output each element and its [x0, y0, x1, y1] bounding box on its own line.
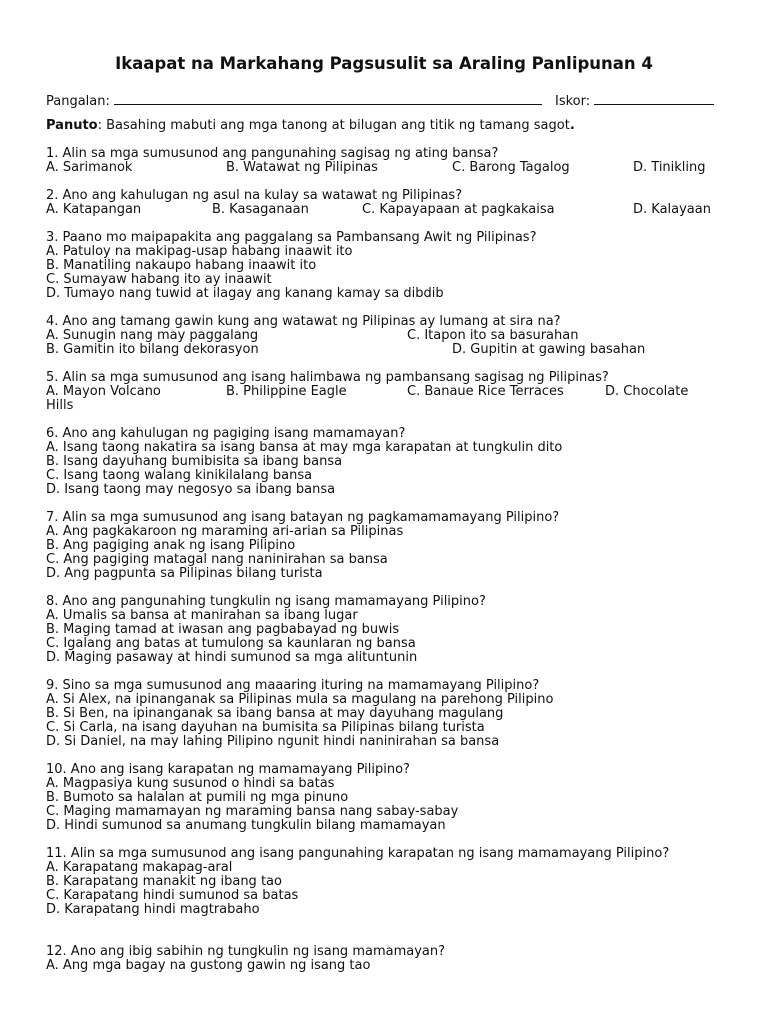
q9-choice-d[interactable]: D. Si Daniel, na may lahing Pilipino ngunit hindi naninirahan sa bansa — [46, 734, 500, 749]
name-field[interactable] — [114, 92, 542, 105]
name-label: Pangalan: — [46, 94, 110, 109]
q3-choice-b[interactable]: B. Manatiling nakaupo habang inaawit ito — [46, 258, 317, 273]
instructions — [46, 119, 575, 133]
q11-choice-a[interactable]: A. Karapatang makapag-aral — [46, 860, 233, 875]
q8-choice-a[interactable]: A. Umalis sa bansa at manirahan sa ibang lugar — [46, 608, 358, 623]
q9-choice-c[interactable]: C. Si Carla, na isang dayuhan na bumisita sa Pilipinas bilang turista — [46, 720, 485, 735]
question-3: 3. Paano mo maipapakita ang paggalang sa Pambansang Awit ng Pilipinas? — [46, 230, 537, 245]
q2-choice-a[interactable]: A. Katapangan — [46, 202, 142, 217]
q6-choice-a[interactable]: A. Isang taong nakatira sa isang bansa at may mga karapatan at tungkulin dito — [46, 440, 563, 455]
q1-choice-b[interactable]: B. Watawat ng Pilipinas — [226, 160, 378, 175]
q8-choice-b[interactable]: B. Maging tamad at iwasan ang pagbabayad ng buwis — [46, 622, 400, 637]
question-11: 11. Alin sa mga sumusunod ang isang pangunahing karapatan ng isang mamamayang Pilipino? — [46, 846, 670, 861]
instructions-label: Panuto — [46, 118, 98, 133]
question-9: 9. Sino sa mga sumusunod ang maaaring ituring na mamamayang Pilipino? — [46, 678, 540, 693]
q11-choice-d[interactable]: D. Karapatang hindi magtrabaho — [46, 902, 260, 917]
q4-choice-c[interactable]: C. Itapon ito sa basurahan — [407, 328, 579, 343]
question-6: 6. Ano ang kahulugan ng pagiging isang mamamayan? — [46, 426, 406, 441]
q6-choice-b[interactable]: B. Isang dayuhang bumibisita sa ibang bansa — [46, 454, 343, 469]
q10-choice-c[interactable]: C. Maging mamamayan ng maraming bansa nang sabay-sabay — [46, 804, 459, 819]
q8-choice-c[interactable]: C. Igalang ang batas at tumulong sa kaunlaran ng bansa — [46, 636, 416, 651]
question-5: 5. Alin sa mga sumusunod ang isang halimbawa ng pambansang sagisag ng Pilipinas? — [46, 370, 609, 385]
q10-choice-a[interactable]: A. Magpasiya kung susunod o hindi sa batas — [46, 776, 335, 791]
question-7: 7. Alin sa mga sumusunod ang isang batayan ng pagkamamamayang Pilipino? — [46, 510, 560, 525]
q7-choice-a[interactable]: A. Ang pagkakaroon ng maraming ari-arian sa Pilipinas — [46, 524, 404, 539]
q2-choice-d[interactable]: D. Kalayaan — [633, 202, 711, 217]
score-field[interactable] — [594, 92, 714, 105]
q5-choice-b[interactable]: B. Philippine Eagle — [226, 384, 347, 399]
q4-choice-b[interactable]: B. Gamitin ito bilang dekorasyon — [46, 342, 259, 357]
q2-choice-c[interactable]: C. Kapayapaan at pagkakaisa — [362, 202, 555, 217]
q5-choice-c[interactable]: C. Banaue Rice Terraces — [407, 384, 564, 399]
name-row — [46, 92, 542, 109]
q4-choice-d[interactable]: D. Gupitin at gawing basahan — [452, 342, 646, 357]
question-1: 1. Alin sa mga sumusunod ang pangunahing sagisag ng ating bansa? — [46, 146, 499, 161]
instructions-text: : Basahing mabuti ang mga tanong at bilugan ang titik ng tamang sagot — [97, 118, 570, 133]
q7-choice-b[interactable]: B. Ang pagiging anak ng isang Pilipino — [46, 538, 296, 553]
q5-choice-a[interactable]: A. Mayon Volcano — [46, 384, 161, 399]
q1-choice-a[interactable]: A. Sarimanok — [46, 160, 133, 175]
q5-choice-d[interactable]: D. Chocolate — [605, 384, 689, 399]
page-title: Ikaapat na Markahang Pagsusulit sa Araling Panlipunan 4 — [115, 54, 653, 73]
q9-choice-a[interactable]: A. Si Alex, na ipinanganak sa Pilipinas mula sa magulang na parehong Pilipino — [46, 692, 554, 707]
question-4: 4. Ano ang tamang gawin kung ang watawat ng Pilipinas ay lumang at sira na? — [46, 314, 561, 329]
question-10: 10. Ano ang isang karapatan ng mamamayang Pilipino? — [46, 762, 410, 777]
q7-choice-c[interactable]: C. Ang pagiging matagal nang naninirahan sa bansa — [46, 552, 388, 567]
q10-choice-b[interactable]: B. Bumoto sa halalan at pumili ng mga pinuno — [46, 790, 349, 805]
q9-choice-b[interactable]: B. Si Ben, na ipinanganak sa ibang bansa at may dayuhang magulang — [46, 706, 504, 721]
q6-choice-d[interactable]: D. Isang taong may negosyo sa ibang bansa — [46, 482, 336, 497]
q11-choice-c[interactable]: C. Karapatang hindi sumunod sa batas — [46, 888, 299, 903]
q3-choice-a[interactable]: A. Patuloy na makipag-usap habang inaawit ito — [46, 244, 353, 259]
question-12: 12. Ano ang ibig sabihin ng tungkulin ng isang mamamayan? — [46, 944, 446, 959]
q10-choice-d[interactable]: D. Hindi sumunod sa anumang tungkulin bilang mamamayan — [46, 818, 446, 833]
q1-choice-c[interactable]: C. Barong Tagalog — [452, 160, 570, 175]
instructions-end: . — [569, 118, 575, 133]
q12-choice-a[interactable]: A. Ang mga bagay na gustong gawin ng isang tao — [46, 958, 371, 973]
q8-choice-d[interactable]: D. Maging pasaway at hindi sumunod sa mga alituntunin — [46, 650, 418, 665]
score-label: Iskor: — [555, 94, 591, 109]
q1-choice-d[interactable]: D. Tinikling — [633, 160, 706, 175]
q3-choice-c[interactable]: C. Sumayaw habang ito ay inaawit — [46, 272, 272, 287]
q4-choice-a[interactable]: A. Sunugin nang may paggalang — [46, 328, 259, 343]
q6-choice-c[interactable]: C. Isang taong walang kinikilalang bansa — [46, 468, 313, 483]
question-2: 2. Ano ang kahulugan ng asul na kulay sa watawat ng Pilipinas? — [46, 188, 463, 203]
q2-choice-b[interactable]: B. Kasaganaan — [212, 202, 309, 217]
q5-choice-d-wrap: Hills — [46, 398, 74, 413]
question-8: 8. Ano ang pangunahing tungkulin ng isang mamamayang Pilipino? — [46, 594, 486, 609]
q3-choice-d[interactable]: D. Tumayo nang tuwid at ilagay ang kanang kamay sa dibdib — [46, 286, 444, 301]
score-row — [555, 92, 714, 109]
q11-choice-b[interactable]: B. Karapatang manakit ng ibang tao — [46, 874, 282, 889]
q7-choice-d[interactable]: D. Ang pagpunta sa Pilipinas bilang turista — [46, 566, 323, 581]
